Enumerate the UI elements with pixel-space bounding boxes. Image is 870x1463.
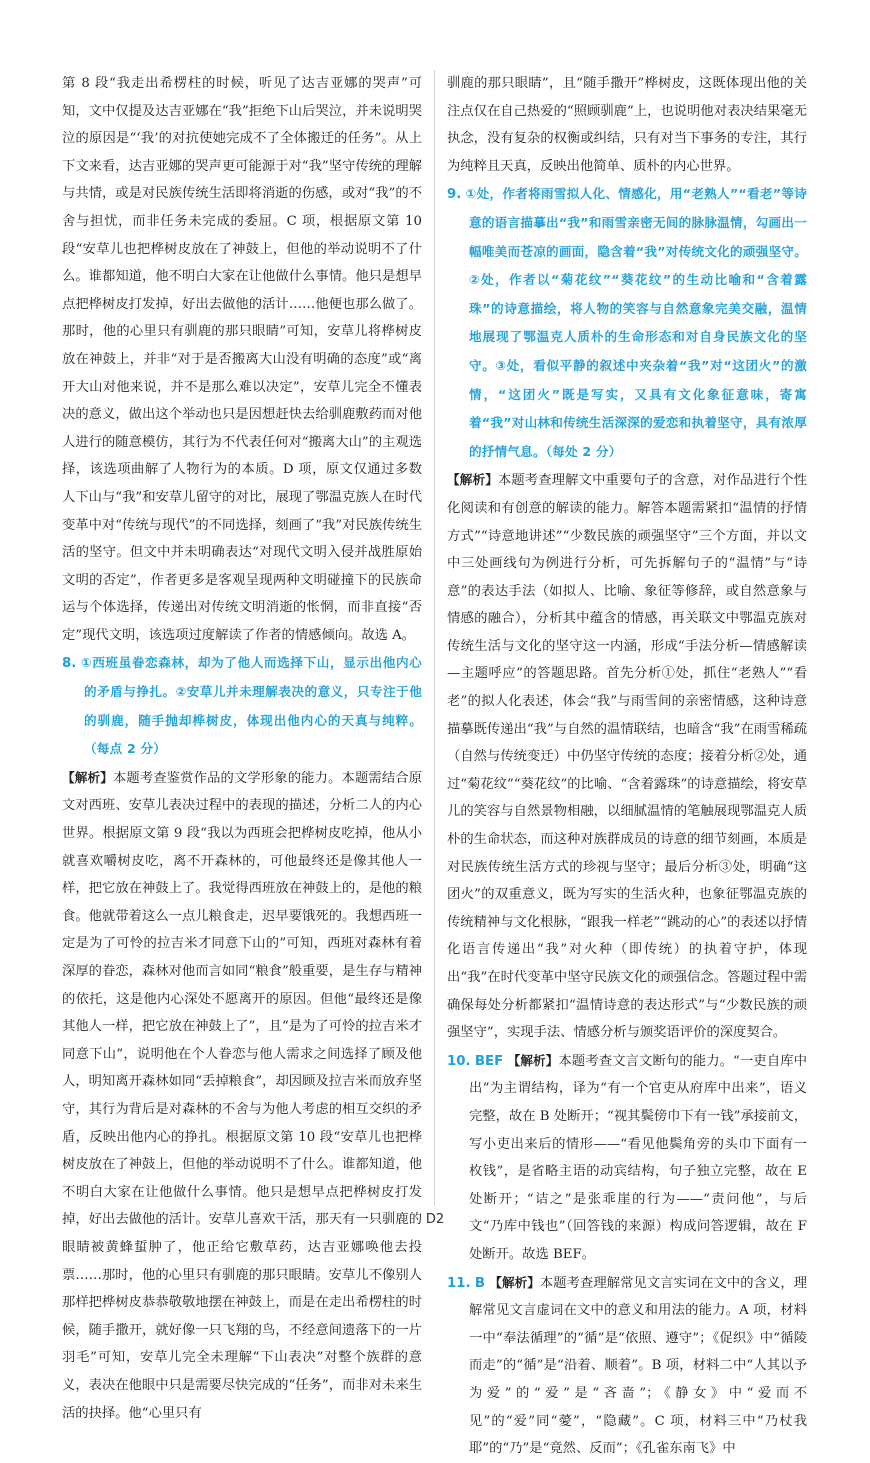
- question-8-answer-text: ①西班虽眷恋森林，却为了他人而选择下山，显示出他内心的矛盾与挣扎。②安草儿并未理解表决的意义，只专注于他的驯鹿，随手抛却桦树皮，体现出他内心的天真与纯粹。（每点 2 分）: [80, 655, 422, 757]
- question-11: [447, 1269, 807, 1463]
- question-8-analysis-text: 本题考查鉴赏作品的文学形象的能力。本题需结合原文对西班、安草儿表决过程中的表现的描述，分析二人的内心世界。根据原文第 9 段“我以为西班会把桦树皮吃掉，他从小就喜欢嚼树皮吃，离不开森林的，可他最终还是像其他人一样，把它放在神鼓上了。我觉得西班放在神鼓上的，是他的粮食。他就带着这么一点儿粮食走，迟早要饿死的。我想西班一定是为了可怜的拉吉米才同意下山的”可知，西班对森林有着深厚的眷恋，森林对他而言如同“粮食”般重要，是生存与精神的依托，这是他内心深处不愿离开的原因。但他“最终还是像其他人一样，把它放在神鼓上了”，且“是为了可怜的拉吉米才同意下山”，说明他在个人眷恋与他人需求之间选择了顾及他人，明知离开森林如同“丢掉粮食”，却因顾及拉吉米而放弃坚守，其行为背后是对森林的不舍与为他人考虑的相互交织的矛盾，反映出他内心的挣扎。根据原文第 10 段“安草儿也把桦树皮放在了神鼓上，但他的举动说明不了什么。谁都知道，他不明白大家在让他做什么事情。他只是想早点把桦树皮打发掉，好出去做他的活计。安草儿喜欢干活，那天有一只驯鹿的眼睛被黄蜂蜇肿了，他正给它敷草药，达吉亚娜唤他去投票……那时，他的心里只有驯鹿的那只眼睛。安草儿不像别人那样把桦树皮恭恭敬敬地摆在神鼓上，而是在走出希楞柱的时候，随手撒开，就好像一只飞翔的鸟，不经意间遗落下的一片羽毛”可知，安草儿完全未理解“下山表决”对整个族群的意义，表决在他眼中只是需要尽快完成的“任务”，而非对未来生活的抉择。他“心里只有: [62, 770, 423, 1421]
- question-11-number: 11.: [447, 1275, 471, 1291]
- column-divider: [434, 70, 435, 1206]
- analysis-label: 【解析】: [507, 1052, 559, 1068]
- question-10-number: 10.: [447, 1053, 471, 1069]
- paragraph-q8-continued: 驯鹿的那只眼睛”，且“随手撒开”桦树皮，这既体现出他的关注点仅在自己热爱的“照顾驯鹿”上，也说明他对表决结果毫无执念，没有复杂的权衡或纠结，只有对当下事务的专注，其行为纯粹且天真，反映出他简单、质朴的内心世界。: [447, 76, 807, 174]
- question-10-analysis-text: 本题考查文言文断句的能力。“一吏自库中出”为主谓结构，译为“有一个官吏从府库中出来”，语义完整，故在 B 处断开；“视其鬓傍巾下有一钱”承接前文，写小吏出来后的情形——“看见他鬓角旁的头巾下面有一枚钱”，是省略主语的动宾结构，句子独立完整，故在 E 处断开；“诘之”是张乖崖的行为——“责问他”，与后文“乃库中钱也”（回答钱的来源）构成问答逻辑，故在 F 处断开。故选 BEF。: [469, 1053, 807, 1262]
- question-9-answer-text: ①处，作者将雨雪拟人化、情感化，用“老熟人”“看老”等诗意的语言描摹出“我”和雨雪亲密无间的脉脉温情，勾画出一幅唯美而苍凉的画面，隐含着“我”对传统文化的顽强坚守。②处，作者以“菊花纹”“葵花纹”的生动比喻和“含着露珠”的诗意描绘，将人物的笑容与自然意象完美交融，温情地展现了鄂温克人质朴的生命形态和对自身民族文化的坚守。③处，看似平静的叙述中夹杂着“我”对“这团火”的激情，“这团火”既是写实，又具有文化象征意味，寄寓着“我”对山林和传统生活深深的爱恋和执着坚守，具有浓厚的抒情气息。（每处 2 分）: [465, 186, 807, 459]
- analysis-label: 【解析】: [62, 769, 113, 785]
- question-9-analysis: [447, 466, 807, 1046]
- question-11-analysis-text: 本题考查理解常见文言实词在文中的含义，理解常见文言虚词在文中的意义和用法的能力。A 项，材料一中“奉法循理”的“循”是“依照、遵守”；《促织》中“循陵而走”的“循”是“沿着、顺着”。B 项，材料二中“人其以予为爱”的“爱”是“吝啬”；《静女》中“爱而不见”的“爱”同“薆”，“隐藏”。C 项，材料三中“乃杖我耶”的“乃”是“竟然、反而”；《孔雀东南飞》中: [469, 1275, 808, 1457]
- question-11-answer: B: [474, 1275, 485, 1291]
- question-10-answer: BEF: [474, 1053, 504, 1069]
- question-9-analysis-text: 本题考查理解文中重要句子的含意，对作品进行个性化阅读和有创意的解读的能力。解答本题需紧扣“温情的抒情方式”“诗意地讲述”“少数民族的顽强坚守”三个方面，并以文中三处画线句为例进行分析，可先拆解句子的“温情”与“诗意”的表达手法（如拟人、比喻、象征等修辞，或自然意象与情感的融合），分析其中蕴含的情感，再关联文中鄂温克族对传统生活与文化的坚守这一内涵，形成“手法分析—情感解读—主题呼应”的答题思路。首先分析①处，抓住“老熟人”“看老”的拟人化表述，体会“我”与雨雪间的亲密情感，这种诗意描摹既传递出“我”与自然的温情联结，也暗含“我”在雨雪稀疏（自然与传统变迁）中仍坚守传统的态度；接着分析②处，通过“菊花纹”“葵花纹”的比喻、“含着露珠”的诗意描绘，将安草儿的笑容与自然景物相融，以细腻温情的笔触展现鄂温克人质朴的生命状态，而这种对族群成员的诗意的细节刻画，本质是对民族传统生活方式的珍视与坚守；最后分析③处，明确“这团火”的双重意义，既为写实的生活火种，也象征鄂温克族的传统精神与文化根脉，“跟我一样老”“跳动的心”的表述以抒情化语言传递出“我”对火种（即传统）的执着守护，体现出“我”在时代变革中坚守民族文化的顽强信念。答题过程中需确保每处分析都紧扣“温情诗意的表达形式”与“少数民族的顽强坚守”，实现手法、情感分析与颁奖语评价的深度契合。: [447, 473, 808, 1041]
- analysis-label: 【解析】: [447, 472, 498, 488]
- question-8-number: 8.: [62, 656, 77, 672]
- page-number: D2: [425, 1212, 445, 1227]
- analysis-label: 【解析】: [489, 1274, 540, 1290]
- question-9-answer: [447, 180, 807, 466]
- question-8-answer: [62, 649, 422, 763]
- paragraph-q7-continued: 第 8 段“我走出希楞柱的时候，听见了达吉亚娜的哭声”可知，文中仅提及达吉亚娜在“我”拒绝下山后哭泣，并未说明哭泣的原因是“‘我’的对抗使她完成不了全体搬迁的任务”。从上下文来看，达吉亚娜的哭声更可能源于对“我”坚守传统的理解与共情，或是对民族传统生活即将消逝的伤感，或对“我”的不舍与担忧，而非任务未完成的委屈。C 项，根据原文第 10 段“安草儿也把桦树皮放在了神鼓上，但他的举动说明不了什么。谁都知道，他不明白大家在让他做什么事情。他只是想早点把桦树皮打发掉，好出去做他的活计……他便也那么做了。那时，他的心里只有驯鹿的那只眼睛”可知，安草儿将桦树皮放在神鼓上，并非“对于是否搬离大山没有明确的态度”或“离开大山对他来说，并不是那么难以决定”，安草儿完全不懂表决的意义，做出这个举动也只是因想赶快去给驯鹿敷药而对他人进行的随意模仿，其行为不代表任何对“搬离大山”的主观选择，该选项曲解了人物行为的本质。D 项，原文仅通过多数人下山与“我”和安草儿留守的对比，展现了鄂温克族人在时代变革中对“传统与现代”的不同选择，刻画了“我”对民族传统生活的坚守。但文中并未明确表达“对现代文明入侵并战胜原始文明的否定”，作者更多是客观呈现两种文明碰撞下的民族命运与个体选择，传递出对传统文明消逝的怅惘，而非直接“否定”现代文明，该选项过度解读了作者的情感倾向。故选 A。: [62, 76, 422, 643]
- right-column: [447, 70, 807, 1463]
- question-10: [447, 1047, 807, 1269]
- question-9-number: 9.: [447, 187, 462, 203]
- question-8-analysis: [62, 764, 422, 1427]
